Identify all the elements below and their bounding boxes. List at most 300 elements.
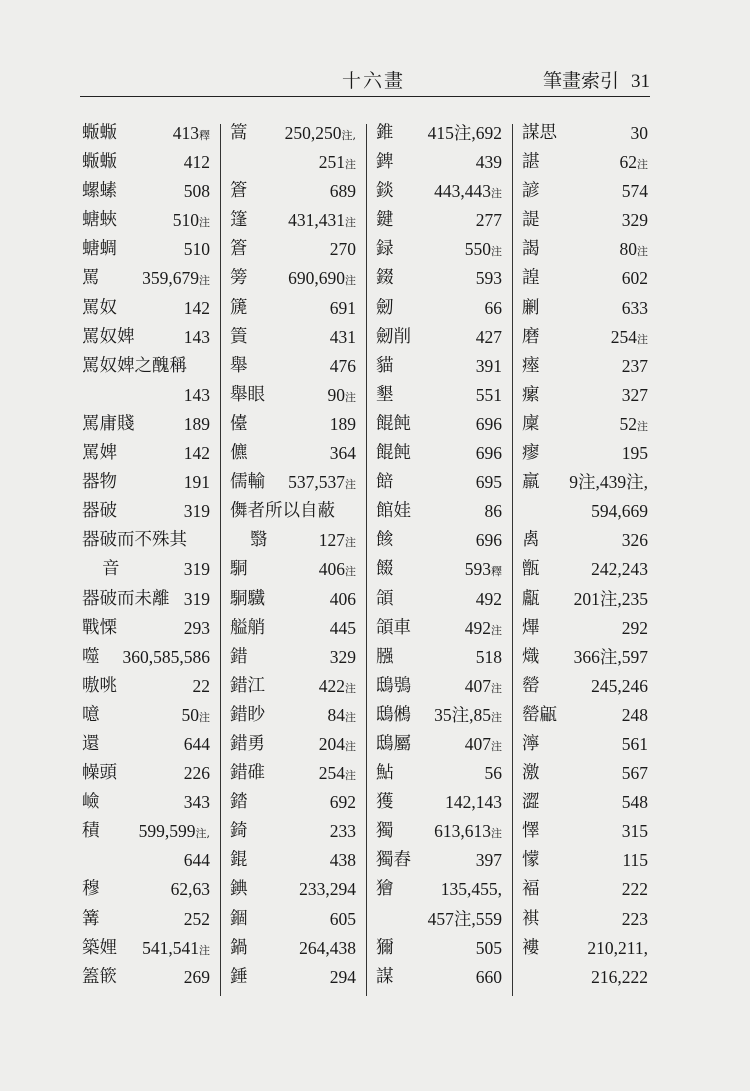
page-refs: 364 — [329, 443, 356, 464]
page-header — [80, 66, 650, 98]
annotation-mark: 釋 — [491, 565, 502, 579]
entry-pages — [184, 963, 210, 994]
entry-pages — [591, 497, 648, 528]
index-entry — [522, 323, 648, 352]
entry-pages — [476, 643, 502, 674]
entry-term: 築娌 — [82, 937, 117, 958]
index-entry — [376, 788, 502, 817]
index-entry — [522, 119, 648, 148]
entry-term: 器物 — [82, 472, 117, 493]
annotation-mark: 注 — [637, 332, 648, 346]
page-refs: 294 — [329, 966, 356, 987]
annotation-mark: 注 — [345, 158, 356, 172]
entry-term: 罵奴婢之醜稱 — [82, 355, 187, 376]
page-refs: 56 — [484, 763, 502, 784]
page-refs: 644 — [183, 733, 210, 754]
entry-term: 篢 — [230, 326, 248, 347]
page-refs: 427 — [475, 326, 502, 347]
index-entry — [82, 264, 210, 293]
running-title — [543, 66, 650, 93]
page-refs: 233 — [329, 821, 356, 842]
index-entry — [376, 468, 502, 497]
page-refs: 201注,235 — [573, 588, 648, 609]
page-number: 31 — [631, 71, 650, 92]
entry-pages — [330, 294, 356, 325]
annotation-mark: 注 — [491, 710, 502, 724]
entry-pages — [330, 963, 356, 994]
entry-pages — [328, 701, 357, 732]
index-entry — [376, 934, 502, 963]
entry-pages — [184, 148, 210, 179]
page-refs: 62,63 — [170, 879, 210, 900]
entry-term: 館娃 — [376, 501, 411, 522]
page-refs: 443,443 — [434, 181, 491, 202]
entry-term: 篬 — [230, 239, 248, 260]
entry-term: 駧驖 — [230, 588, 265, 609]
entry-pages — [184, 614, 210, 645]
page-refs: 52 — [619, 413, 637, 434]
index-entry — [522, 905, 648, 934]
entry-pages — [622, 381, 648, 412]
page-refs: 457注,559 — [427, 908, 502, 929]
page-refs: 222 — [621, 879, 648, 900]
page-refs: 406 — [318, 559, 345, 580]
entry-pages — [330, 817, 356, 848]
entry-term: 廩 — [522, 413, 540, 434]
entry-pages — [330, 177, 356, 208]
index-entry — [230, 817, 356, 846]
page-refs: 412 — [183, 152, 210, 173]
page-refs: 510 — [183, 239, 210, 260]
index-entry — [376, 119, 502, 148]
index-entry — [376, 352, 502, 381]
page-refs: 80 — [619, 239, 637, 260]
entry-pages — [434, 817, 502, 848]
annotation-mark: 注 — [345, 565, 356, 579]
page-refs: 541,541 — [142, 937, 199, 958]
entry-term: 儦 — [230, 443, 248, 464]
annotation-mark: 注 — [345, 739, 356, 753]
entry-pages — [330, 323, 356, 354]
entry-pages — [428, 905, 502, 936]
entry-term: 罵奴婢 — [82, 326, 135, 347]
annotation-mark: 注 — [345, 478, 356, 492]
entry-pages — [476, 381, 502, 412]
page-refs: 245,246 — [591, 675, 648, 696]
page-refs: 293 — [183, 617, 210, 638]
entry-pages — [476, 148, 502, 179]
index-entry — [230, 323, 356, 352]
annotation-mark: 注 — [345, 390, 356, 404]
entry-pages — [465, 614, 502, 645]
index-entry — [376, 439, 502, 468]
index-entry — [522, 264, 648, 293]
entry-pages — [330, 905, 356, 936]
entry-term: 獲 — [376, 792, 394, 813]
page-refs: 660 — [475, 966, 502, 987]
entry-term: 甑 — [522, 559, 540, 580]
index-entry — [376, 264, 502, 293]
index-entry — [376, 614, 502, 643]
entry-pages — [476, 963, 502, 994]
index-entry — [376, 526, 502, 555]
entry-pages — [184, 294, 210, 325]
entry-pages — [319, 672, 356, 703]
page-refs: 508 — [183, 181, 210, 202]
index-entry — [522, 963, 648, 992]
entry-term: 篷 — [230, 210, 248, 231]
entry-pages — [184, 905, 210, 936]
index-column-4 — [522, 119, 648, 992]
page-refs: 35注,85 — [434, 704, 491, 725]
entry-pages — [184, 497, 210, 528]
index-entry — [522, 614, 648, 643]
index-entry — [522, 730, 648, 759]
entry-pages — [485, 294, 503, 325]
annotation-mark: 注 — [345, 710, 356, 724]
entry-term: 熾 — [522, 646, 540, 667]
index-entry — [230, 614, 356, 643]
page-refs: 66 — [484, 297, 502, 318]
index-entry — [522, 701, 648, 730]
entry-pages — [569, 468, 648, 499]
entry-term: 頜 — [376, 588, 394, 609]
entry-pages — [330, 439, 356, 470]
entry-term: 篣 — [230, 268, 248, 289]
index-column-3 — [376, 119, 502, 992]
entry-pages — [184, 846, 210, 877]
index-entry — [522, 817, 648, 846]
entry-term: 澀 — [522, 792, 540, 813]
entry-pages — [441, 875, 502, 906]
index-entry — [82, 788, 210, 817]
index-entry — [376, 730, 502, 759]
entry-pages — [574, 585, 648, 616]
index-entry — [82, 381, 210, 410]
entry-pages — [285, 119, 356, 150]
entry-term: 諟 — [522, 210, 540, 231]
entry-pages — [620, 410, 649, 441]
page-refs: 359,679 — [142, 268, 199, 289]
index-entry — [82, 759, 210, 788]
page-refs: 366注,597 — [573, 646, 648, 667]
entry-term: 錣 — [376, 268, 394, 289]
page-refs: 343 — [183, 792, 210, 813]
page-refs: 438 — [329, 850, 356, 871]
entry-term: 餛飩 — [376, 413, 411, 434]
index-entry — [522, 468, 648, 497]
entry-term: 戰慄 — [82, 617, 117, 638]
entry-term: 幧頭 — [82, 763, 117, 784]
index-entry — [82, 875, 210, 904]
page-refs: 696 — [475, 443, 502, 464]
entry-pages — [142, 934, 210, 965]
entry-pages — [299, 934, 356, 965]
page-refs: 233,294 — [299, 879, 356, 900]
entry-pages — [465, 730, 502, 761]
page-refs: 90 — [327, 384, 345, 405]
page-refs: 518 — [475, 646, 502, 667]
index-entry — [82, 672, 210, 701]
column-divider — [512, 124, 513, 996]
entry-pages — [622, 439, 648, 470]
index-entry — [230, 352, 356, 381]
page-refs: 695 — [475, 472, 502, 493]
index-entry — [230, 643, 356, 672]
entry-term: 獮 — [376, 937, 394, 958]
entry-pages — [184, 410, 210, 441]
entry-term: 謀思 — [522, 123, 557, 143]
entry-pages — [622, 875, 648, 906]
index-entry — [230, 555, 356, 584]
annotation-mark: 注 — [637, 419, 648, 433]
index-entry — [522, 439, 648, 468]
index-entry — [522, 759, 648, 788]
entry-term: 羸 — [522, 472, 540, 493]
page-refs: 476 — [329, 355, 356, 376]
index-entry — [82, 206, 210, 235]
index-entry — [376, 963, 502, 992]
entry-pages — [184, 555, 210, 586]
entry-term: 磨 — [522, 326, 540, 347]
entry-pages — [622, 206, 648, 237]
page-refs: 242,243 — [591, 559, 648, 580]
entry-pages — [476, 352, 502, 383]
page-refs: 292 — [621, 617, 648, 638]
entry-pages — [620, 235, 649, 266]
entry-pages — [330, 352, 356, 383]
page-refs: 548 — [621, 792, 648, 813]
entry-term: 褸 — [522, 937, 540, 958]
entry-term: 錯碓 — [230, 763, 265, 784]
page-refs: 315 — [621, 821, 648, 842]
page-refs: 551 — [475, 384, 502, 405]
page-refs: 195 — [621, 443, 648, 464]
entry-pages — [193, 672, 211, 703]
page-refs: 492 — [475, 588, 502, 609]
entry-term: 頜車 — [376, 617, 411, 638]
annotation-mark: 注 — [491, 681, 502, 695]
entry-pages — [330, 788, 356, 819]
entry-term: 諶 — [522, 152, 540, 173]
index-entry — [82, 497, 210, 526]
entry-term: 録 — [376, 239, 394, 260]
index-entry — [376, 177, 502, 206]
page-refs: 248 — [621, 704, 648, 725]
entry-term: 鴟鵂 — [376, 704, 411, 725]
entry-term: 器破 — [82, 501, 117, 522]
page-refs: 251 — [318, 152, 345, 173]
page-refs: 567 — [621, 763, 648, 784]
entry-term: 錡 — [230, 821, 248, 842]
entry-term: 瘰 — [522, 384, 540, 405]
entry-pages — [184, 439, 210, 470]
entry-term: 錯 — [230, 646, 248, 667]
page-refs: 326 — [621, 530, 648, 551]
index-entry — [522, 526, 648, 555]
entry-pages — [445, 788, 502, 819]
index-entry — [376, 206, 502, 235]
index-entry — [230, 585, 356, 614]
page-refs: 439 — [475, 152, 502, 173]
entry-pages — [330, 585, 356, 616]
entry-pages — [184, 177, 210, 208]
page-refs: 505 — [475, 937, 502, 958]
page-refs: 319 — [183, 501, 210, 522]
entry-term: 瘳 — [522, 443, 540, 464]
page-refs: 594,669 — [591, 501, 648, 522]
entry-pages — [184, 235, 210, 266]
entry-term: 膙 — [376, 646, 394, 667]
index-entry — [522, 381, 648, 410]
entry-term: 餩 — [376, 530, 394, 551]
index-entry — [82, 555, 210, 584]
entry-term: 鴟屬 — [376, 733, 411, 754]
page-refs: 593 — [475, 268, 502, 289]
entry-pages — [476, 206, 502, 237]
index-entry — [230, 148, 356, 177]
annotation-mark: 注 — [345, 536, 356, 550]
page-refs: 537,537 — [288, 472, 345, 493]
page-refs: 30 — [630, 123, 648, 143]
index-entry — [522, 235, 648, 264]
entry-term: 螗蛺 — [82, 210, 117, 231]
annotation-mark: 注 — [491, 187, 502, 201]
page-refs: 191 — [183, 472, 210, 493]
annotation-mark: 注 — [345, 769, 356, 783]
index-entry — [376, 585, 502, 614]
index-entry — [522, 177, 648, 206]
entry-term: 罃甂 — [522, 704, 557, 725]
entry-term: 蝂蝂 — [82, 123, 117, 143]
index-entry — [230, 788, 356, 817]
index-entry — [522, 497, 648, 526]
index-entry — [376, 672, 502, 701]
index-entry — [376, 905, 502, 934]
page-refs: 223 — [621, 908, 648, 929]
entry-term: 錍 — [376, 152, 394, 173]
index-entry — [230, 177, 356, 206]
entry-term: 鍋 — [230, 937, 248, 958]
entry-pages — [288, 264, 356, 295]
index-entry — [82, 439, 210, 468]
entry-pages — [476, 585, 502, 616]
page-refs: 135,455, — [440, 879, 502, 900]
annotation-mark: 注, — [341, 129, 356, 142]
index-entry — [82, 701, 210, 730]
entry-term: 獨 — [376, 821, 394, 842]
entry-pages — [330, 614, 356, 645]
index-entry — [230, 759, 356, 788]
entry-pages — [591, 963, 648, 994]
entry-pages — [330, 643, 356, 674]
entry-pages — [622, 730, 648, 761]
page-refs: 329 — [621, 210, 648, 231]
index-entry — [230, 410, 356, 439]
header-rule — [80, 96, 650, 97]
entry-term: 諺 — [522, 181, 540, 202]
annotation-mark: 注 — [637, 158, 648, 172]
index-entry — [522, 206, 648, 235]
page-refs: 62 — [619, 152, 637, 173]
entry-pages — [622, 817, 648, 848]
page-refs: 204 — [318, 733, 345, 754]
annotation-mark: 注 — [491, 623, 502, 637]
entry-pages — [184, 585, 210, 616]
index-entry — [376, 323, 502, 352]
entry-term: 錐 — [376, 123, 394, 143]
page-refs: 690,690 — [288, 268, 345, 289]
entry-term: 錯江 — [230, 675, 265, 696]
page-refs: 692 — [329, 792, 356, 813]
index-entry — [82, 585, 210, 614]
entry-pages — [622, 177, 648, 208]
entry-term: 嗷咷 — [82, 675, 117, 696]
page-refs: 407 — [464, 733, 491, 754]
entry-pages — [139, 817, 210, 848]
entry-pages — [182, 701, 211, 732]
entry-term: 罵婢 — [82, 443, 117, 464]
annotation-mark: 注 — [199, 216, 210, 230]
entry-term: 蝂蝂 — [82, 152, 117, 173]
page-refs: 696 — [475, 413, 502, 434]
entry-pages — [299, 875, 356, 906]
entry-pages — [622, 759, 648, 790]
section-title: 十六畫 — [342, 70, 406, 92]
index-column-2 — [230, 119, 356, 992]
entry-term: 劒削 — [376, 326, 411, 347]
entry-term: 篕篏 — [82, 966, 117, 987]
entry-pages — [622, 701, 648, 732]
page-refs: 391 — [475, 355, 502, 376]
page-refs: 143 — [183, 326, 210, 347]
entry-term: 舉眼 — [230, 384, 265, 405]
entry-term: 嶮 — [82, 792, 100, 813]
index-entry — [230, 294, 356, 323]
entry-term: 錟 — [376, 181, 394, 202]
page-refs: 84 — [327, 704, 345, 725]
page-refs: 689 — [329, 181, 356, 202]
page-refs: 329 — [329, 646, 356, 667]
index-entry — [82, 119, 210, 148]
index-entry — [230, 119, 356, 148]
entry-pages — [476, 846, 502, 877]
entry-pages — [622, 526, 648, 557]
index-entry — [230, 439, 356, 468]
entry-term: 激 — [522, 763, 540, 784]
entry-pages — [587, 934, 648, 965]
index-entry — [230, 264, 356, 293]
entry-term: 濘 — [522, 733, 540, 754]
page-refs: 9注,439注, — [569, 472, 648, 493]
entry-pages — [611, 323, 648, 354]
index-entry — [376, 817, 502, 846]
entry-term: 謁 — [522, 239, 540, 260]
entry-term: 獨舂 — [376, 850, 411, 871]
index-entry — [522, 672, 648, 701]
index-entry — [522, 788, 648, 817]
index-entry — [230, 905, 356, 934]
page-refs: 327 — [621, 384, 648, 405]
entry-pages — [173, 119, 210, 150]
page-refs: 254 — [610, 326, 637, 347]
index-entry — [376, 148, 502, 177]
index-entry — [230, 701, 356, 730]
index-entry — [82, 963, 210, 992]
index-entry — [522, 875, 648, 904]
index-entry — [82, 177, 210, 206]
entry-pages — [330, 846, 356, 877]
